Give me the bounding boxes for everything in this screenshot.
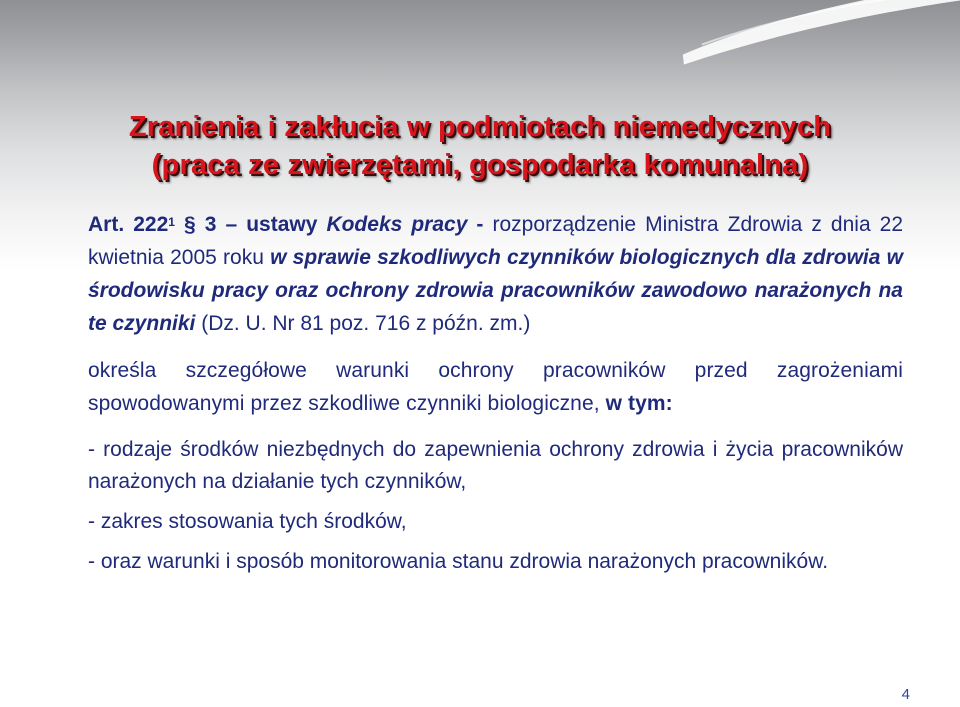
regulation-title: w sprawie szkodliwych czynników biologicznych dla zdrowia w środowisku pracy oraz ochrony zdrowia pracowników zawodowo narażonych na te czynniki <box>88 246 903 335</box>
kodeks-pracy: Kodeks pracy <box>326 213 468 236</box>
title-line-2: (praca ze zwierzętami, gospodarka komunalna) <box>151 149 809 181</box>
slide-title <box>0 108 960 184</box>
dash-separator-2: - <box>467 213 493 236</box>
article-number: 222 <box>133 213 169 236</box>
scope-text: określa szczegółowe warunki ochrony pracowników przed zagrożeniami spowodowanymi przez szkodliwe czynniki biologiczne, <box>88 359 903 415</box>
title-line-1: Zranienia i zakłucia w podmiotach niemedycznych <box>128 111 832 143</box>
list-item-2: - zakres stosowania tych środków, <box>88 510 407 533</box>
intro-paragraph <box>88 208 903 340</box>
scope-bold: w tym: <box>605 392 673 415</box>
list-item-1: - rodzaje środków niezbędnych do zapewnienia ochrony zdrowia i życia pracowników narażonych na działanie tych czynników, <box>88 438 903 493</box>
decorative-swoosh <box>678 0 960 67</box>
regulation-text: rozporządzenie Ministra Zdrowia z dnia 22 kwietnia 2005 roku <box>88 213 904 269</box>
slide-body <box>88 208 903 578</box>
journal-reference: (Dz. U. Nr 81 poz. 716 z późn. zm.) <box>195 312 531 335</box>
ustawy-label: ustawy <box>246 213 327 236</box>
dash-separator: – <box>225 213 247 236</box>
scope-paragraph <box>88 354 903 420</box>
article-superscript: 1 <box>168 215 175 229</box>
section-reference: § 3 <box>174 213 226 236</box>
page-number: 4 <box>901 686 910 703</box>
list-item-3: - oraz warunki i sposób monitorowania stanu zdrowia narażonych pracowników. <box>88 550 829 573</box>
article-label: Art. <box>88 213 134 236</box>
